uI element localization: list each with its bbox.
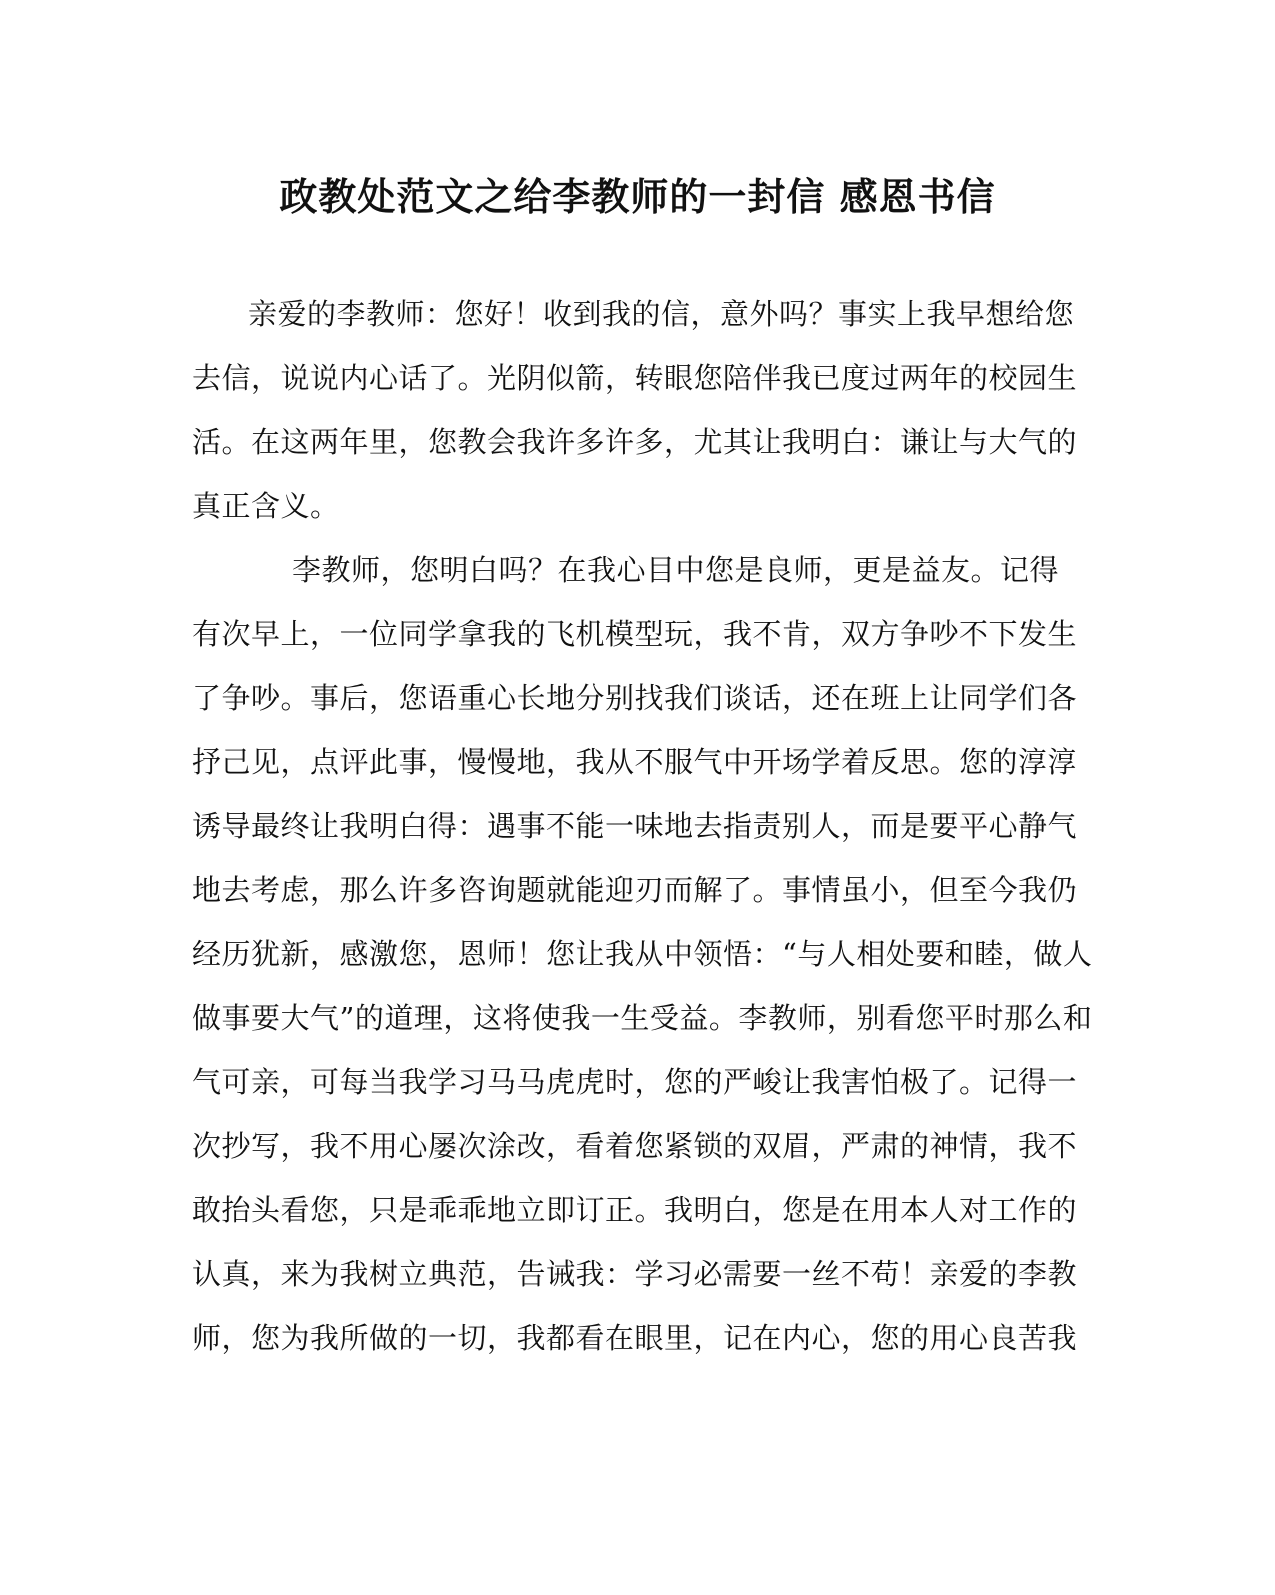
text-line: 真正含义。 (192, 489, 340, 523)
paragraph-1 (192, 282, 1078, 538)
text-line: 师，您为我所做的一切，我都看在眼里，记在内心，您的用心良苦我 (192, 1321, 1078, 1355)
text-line: 了争吵。事后，您语重心长地分别找我们谈话，还在班上让同学们各 (192, 681, 1078, 715)
text-line: 做事要大气”的道理，这将使我一生受益。李教师，别看您平时那么和 (192, 1001, 1093, 1035)
text-line: 气可亲，可每当我学习马马虎虎时，您的严峻让我害怕极了。记得一 (192, 1065, 1078, 1099)
text-line: 亲爱的李教师：您好！收到我的信，意外吗？事实上我早想给您 (248, 297, 1075, 331)
letter-body (192, 282, 1093, 1370)
text-line: 次抄写，我不用心屡次涂改，看着您紧锁的双眉，严肃的神情，我不 (192, 1129, 1078, 1163)
document-title: 政教处范文之给李教师的一封信 感恩书信 (279, 174, 996, 219)
text-line: 抒己见，点评此事，慢慢地，我从不服气中开场学着反思。您的淳淳 (192, 745, 1078, 779)
text-line: 经历犹新，感激您，恩师！您让我从中领悟：“与人相处要和睦，做人 (192, 937, 1093, 971)
text-line: 李教师，您明白吗？在我心目中您是良师，更是益友。记得 (292, 553, 1060, 587)
text-line: 有次早上，一位同学拿我的飞机模型玩，我不肯，双方争吵不下发生 (192, 617, 1078, 651)
paragraph-2 (192, 538, 1093, 1370)
text-line: 敢抬头看您，只是乖乖地立即订正。我明白，您是在用本人对工作的 (192, 1193, 1078, 1227)
text-line: 诱导最终让我明白得：遇事不能一味地去指责别人，而是要平心静气 (192, 809, 1078, 843)
text-line: 活。在这两年里，您教会我许多许多，尤其让我明白：谦让与大气的 (192, 425, 1078, 459)
text-line: 地去考虑，那么许多咨询题就能迎刃而解了。事情虽小，但至今我仍 (192, 873, 1078, 907)
text-line: 去信，说说内心话了。光阴似箭，转眼您陪伴我已度过两年的校园生 (192, 361, 1078, 395)
text-line: 认真，来为我树立典范，告诫我：学习必需要一丝不苟！亲爱的李教 (192, 1257, 1078, 1291)
